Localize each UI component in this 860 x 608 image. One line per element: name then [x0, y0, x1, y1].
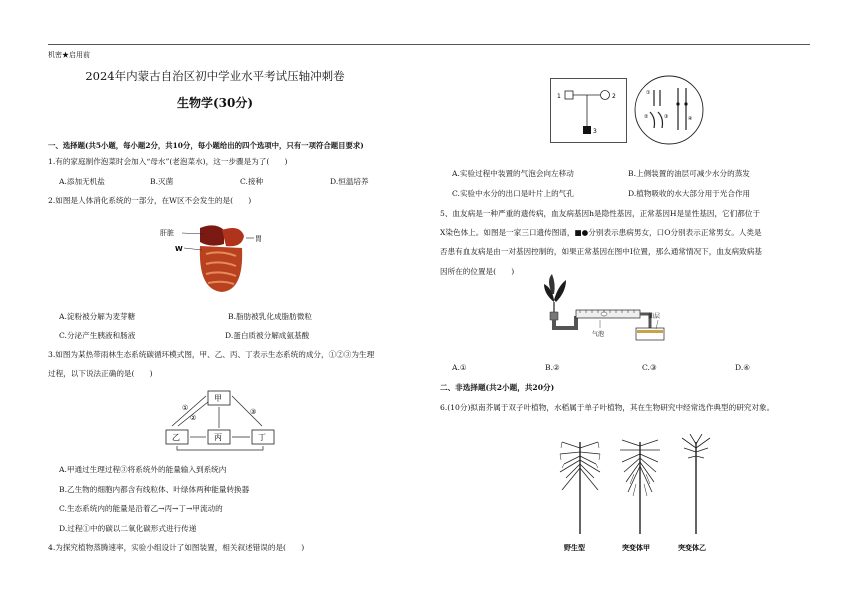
mark-1: ①: [646, 90, 651, 96]
label-yi: 乙: [172, 433, 180, 442]
liver-shape: [200, 225, 224, 245]
q5-stem-line3: 否患有血友病是由一对基因控制的，如果正常基因在图中I位置，那么通常情况下，血友病致病基: [440, 247, 762, 256]
label-bing: 丙: [214, 433, 222, 442]
air-bubble: [601, 312, 607, 316]
exam-title: 2024年内蒙古自治区初中学业水平考试压轴冲刺卷: [85, 69, 345, 83]
q4-option-a: A.实验过程中装置的气泡会向左移动: [452, 169, 574, 178]
q1-stem: 1.有的家庭制作泡菜时会加入“母水”(老泡菜水)，这一步骤是为了( ): [48, 157, 288, 166]
oil-layer: [637, 330, 663, 333]
q3-option-c: C.生态系统内的能量是沿着乙→丙→丁→甲流动的: [59, 504, 223, 513]
stomach-shape: [222, 228, 244, 246]
wild-type-root: [560, 442, 600, 534]
q5-option-a: A.①: [452, 363, 467, 372]
beaker: [636, 328, 664, 340]
q5-option-d: D.④: [735, 363, 751, 372]
q4-option-b: B.上侧装置的油层可减少水分的蒸发: [628, 169, 750, 178]
section1-heading: 一、选择题(共5小题，每小题2分，共10分，每小题给出的四个选项中，只有一项符合题目要求): [48, 141, 364, 150]
label-mutant-a: 突变体甲: [622, 544, 650, 552]
q3-stem-line2: 过程，以下说法正确的是( ): [48, 369, 153, 378]
transpiration-apparatus-figure: [540, 272, 680, 342]
cell-outline: [635, 76, 703, 144]
label-p3: 3: [593, 128, 597, 135]
q2-stem: 2.如图是人体消化系统的一部分，在W区不会发生的是( ): [48, 196, 252, 205]
chromosome-figure: [632, 74, 706, 146]
q2-option-d: D.蛋白质被分解成氨基酸: [225, 331, 310, 340]
section2-heading: 二、非选择题(共2小题，共20分): [440, 383, 555, 392]
mutant-b-root: [682, 434, 710, 534]
label-n2: ②: [190, 414, 197, 422]
q3-option-a: A.甲通过生理过程③将系统外的能量输入到系统内: [59, 465, 227, 474]
mark-2: ②: [644, 114, 649, 120]
q1-option-d: D.恒温培养: [330, 177, 369, 186]
label-n1: ①: [182, 404, 189, 412]
graduated-tube: [576, 310, 640, 318]
label-ding: 丁: [258, 433, 266, 442]
label-jia: 甲: [214, 394, 222, 403]
oil-label: 油层: [648, 313, 661, 320]
q5-option-b: B.②: [545, 363, 560, 372]
intestine-shape: [200, 246, 242, 292]
exam-subtitle: 生物学(30分): [176, 96, 254, 110]
mother-symbol: [601, 91, 610, 100]
father-symbol: [565, 91, 573, 99]
q5-stem-line4: 因所在的位置是( ): [440, 267, 515, 276]
w-label: W: [175, 245, 183, 253]
q6-stem: 6.(10分)拟南芥属于双子叶植物，水稻属于单子叶植物，其在生物研究中经常选作典型的研究对象。: [440, 403, 775, 412]
q5-option-c: C.③: [642, 363, 657, 372]
secret-label: 机密★启用前: [48, 51, 90, 59]
root-mutants-figure: [556, 434, 726, 558]
mutant-a-root: [620, 440, 660, 534]
label-n3: ③: [250, 408, 257, 416]
digestive-system-figure: [160, 220, 270, 300]
q4-stem: 4.为探究植物蒸腾速率，实验小组设计了如图装置，相关叙述错误的是( ): [48, 543, 305, 552]
arrow-yi-ding: [177, 446, 263, 450]
q2-option-a: A.淀粉被分解为麦芽糖: [59, 312, 136, 321]
q1-option-b: B.灭菌: [150, 177, 174, 186]
liver-label: 肝脏: [160, 229, 174, 237]
label-wild-type: 野生型: [564, 544, 585, 552]
mark-3: ③: [664, 114, 669, 120]
q4-option-c: C.实验中水分的出口是叶片上的气孔: [452, 189, 574, 198]
plant-shoot: [544, 274, 566, 312]
label-mutant-b: 突变体乙: [678, 544, 706, 552]
q3-stem-line1: 3.如图为某热带雨林生态系统碳循环模式图，甲、乙、丙、丁表示生态系统的成分，①②③为生理: [48, 350, 375, 359]
arrow-jia-ding: [232, 396, 262, 426]
q2-option-c: C.分泌产生胰液和肠液: [59, 331, 136, 340]
q1-option-a: A.添加无机盐: [59, 177, 105, 186]
q2-option-b: B.脂肪被乳化成脂肪微粒: [228, 312, 312, 321]
q5-stem-line2: X染色体上。如图是一家三口遗传图谱，■●分别表示患病男女，口O分别表示正常男女。人类是: [440, 228, 762, 237]
label-p1: 1: [557, 93, 561, 100]
arrow-jia-yi: [172, 396, 206, 426]
top-rule: [48, 44, 810, 45]
son-symbol: [583, 126, 591, 134]
label-p2: 2: [612, 93, 616, 100]
pedigree-figure: [550, 78, 627, 143]
carbon-cycle-figure: [160, 388, 280, 454]
q4-option-d: D.植物吸收的水大部分用于光合作用: [628, 189, 751, 198]
q5-stem-line1: 5、血友病是一种严重的遗传病，血友病基因h是隐性基因，正常基因H是显性基因，它们都位于: [440, 209, 761, 218]
bubble-label: 气泡: [592, 331, 605, 338]
q1-option-c: C.接种: [240, 177, 264, 186]
mark-4: ④: [688, 116, 693, 122]
q3-option-d: D.过程①中的碳以二氧化碳形式进行传递: [59, 524, 197, 533]
stomach-label: 胃: [255, 235, 262, 243]
q3-option-b: B.乙生物的细胞内都含有线粒体、叶绿体两种能量转换器: [59, 485, 250, 494]
